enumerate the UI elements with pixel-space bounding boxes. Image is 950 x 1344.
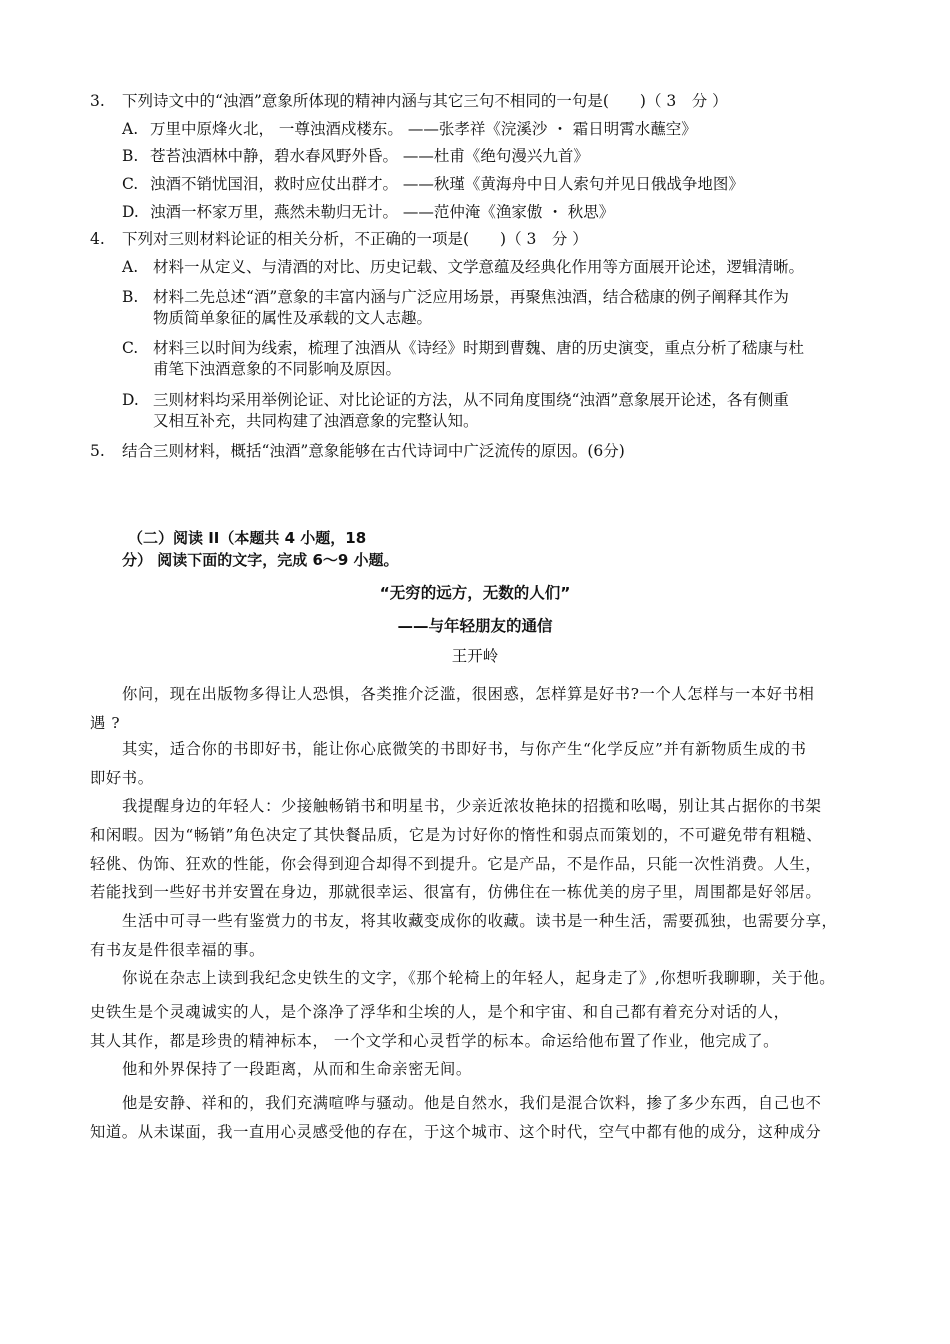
article-line: 有书友是件很幸福的事。 bbox=[90, 941, 265, 959]
q3-option-c-text: 浊酒不销忧国泪，救时应仗出群才。 ——秋瑾《黄海舟中日人索句并见日俄战争地图》 bbox=[150, 175, 744, 193]
article-author: 王开岭 bbox=[451, 647, 499, 665]
question-4-stem: 下列对三则材料论证的相关分析，不正确的一项是( )（ 3 分 ） bbox=[122, 230, 588, 248]
article-line: 即好书。 bbox=[90, 769, 154, 787]
q4-option-c-label: C. bbox=[122, 339, 139, 357]
q4-option-b-line1: 材料二先总述“酒”意象的丰富内涵与广泛应用场景，再聚焦浊酒，结合嵇康的例子阐释其作为 bbox=[153, 288, 789, 306]
article-line: 我提醒身边的年轻人：少接触畅销书和明星书，少亲近浓妆艳抹的招揽和吆喝，别让其占据你的书架 bbox=[122, 797, 822, 815]
article-line: 生活中可寻一些有鉴赏力的书友，将其收藏变成你的收藏。读书是一种生活，需要孤独，也需要分享， bbox=[122, 912, 838, 930]
article-line: 遇 ? bbox=[90, 714, 121, 732]
article-subtitle: ——与年轻朋友的通信 bbox=[397, 617, 553, 635]
q4-option-b-line2: 物质简单象征的属性及承载的文人志趣。 bbox=[153, 309, 433, 327]
article-line: 你说在杂志上读到我纪念史铁生的文字，《那个轮椅上的年轻人，起身走了》,你想听我聊聊，关于他。 bbox=[122, 969, 836, 987]
q4-option-d-label: D. bbox=[122, 391, 139, 409]
article-line: 知道。从未谋面，我一直用心灵感受他的存在，于这个城市、这个时代，空气中都有他的成分，这种成分 bbox=[90, 1123, 822, 1141]
article-line: 其实，适合你的书即好书，能让你心底微笑的书即好书，与你产生“化学反应”并有新物质生成的书 bbox=[122, 740, 807, 758]
question-5-stem: 结合三则材料，概括“浊酒”意象能够在古代诗词中广泛流传的原因。(6分) bbox=[122, 442, 625, 460]
q3-option-a-text: 万里中原烽火北， 一尊浊酒戍楼东。 ——张孝祥《浣溪沙 ・ 霜日明霄水蘸空》 bbox=[150, 120, 697, 138]
article-line: 其人其作，都是珍贵的精神标本， 一个文学和心灵哲学的标本。命运给他布置了作业，他完成了。 bbox=[90, 1032, 780, 1050]
article-title: “无穷的远方，无数的人们” bbox=[379, 584, 571, 602]
q3-option-a-label: A. bbox=[122, 120, 139, 138]
q3-option-d-label: D. bbox=[122, 203, 139, 221]
q4-option-c-line1: 材料三以时间为线索，梳理了浊酒从《诗经》时期到曹魏、唐的历史演变，重点分析了嵇康与杜 bbox=[153, 339, 805, 357]
q4-option-c-line2: 甫笔下浊酒意象的不同影响及原因。 bbox=[153, 360, 402, 378]
article-line: 他是安静、祥和的，我们充满喧哗与骚动。他是自然水，我们是混合饮料，掺了多少东西，自己也不 bbox=[122, 1094, 822, 1112]
section-heading-line1: （二）阅读 II（本题共 4 小题，18 bbox=[128, 529, 367, 547]
article-line: 史铁生是个灵魂诚实的人，是个涤净了浮华和尘埃的人，是个和宇宙、和自己都有着充分对话的人， bbox=[90, 1003, 790, 1021]
q3-option-b-label: B. bbox=[122, 147, 139, 165]
q4-option-a-text: 材料一从定义、与清酒的对比、历史记载、文学意蕴及经典化作用等方面展开论述，逻辑清晰。 bbox=[153, 258, 805, 276]
question-4-number: 4. bbox=[90, 230, 105, 248]
q4-option-d-line1: 三则材料均采用举例论证、对比论证的方法，从不同角度围绕“浊酒”意象展开论述，各有侧重 bbox=[153, 391, 789, 409]
q4-option-d-line2: 又相互补充，共同构建了浊酒意象的完整认知。 bbox=[153, 412, 479, 430]
question-5-number: 5. bbox=[90, 442, 105, 460]
q3-option-d-text: 浊酒一杯家万里，燕然未勒归无计。 ——范仲淹《渔家傲 ・ 秋思》 bbox=[150, 203, 615, 221]
article-line: 轻佻、伪饰、狂欢的性能，你会得到迎合却得不到提升。它是产品，不是作品，只能一次性消费。人生， bbox=[90, 855, 822, 873]
q4-option-a-label: A. bbox=[122, 258, 139, 276]
section-heading-line2: 分） 阅读下面的文字，完成 6～9 小题。 bbox=[122, 551, 399, 569]
article-line: 和闲暇。因为“畅销”角色决定了其快餐品质，它是为讨好你的惰性和弱点而策划的，不可避免带有粗糙、 bbox=[90, 826, 823, 844]
article-line: 你问，现在出版物多得让人恐惧，各类推介泛滥，很困惑，怎样算是好书?一个人怎样与一本好书相 bbox=[122, 685, 815, 703]
q3-option-b-text: 苍苔浊酒林中静，碧水春风野外昏。 ——杜甫《绝句漫兴九首》 bbox=[150, 147, 589, 165]
q4-option-b-label: B. bbox=[122, 288, 139, 306]
question-3-stem: 下列诗文中的“浊酒”意象所体现的精神内涵与其它三句不相同的一句是( )（ 3 分 ） bbox=[122, 92, 728, 110]
article-line: 若能找到一些好书并安置在身边，那就很幸运、很富有，仿佛住在一栋优美的房子里，周围都是好邻居。 bbox=[90, 883, 822, 901]
q3-option-c-label: C. bbox=[122, 175, 139, 193]
question-3-number: 3. bbox=[90, 92, 105, 110]
article-line: 他和外界保持了一段距离，从而和生命亲密无间。 bbox=[122, 1060, 472, 1078]
